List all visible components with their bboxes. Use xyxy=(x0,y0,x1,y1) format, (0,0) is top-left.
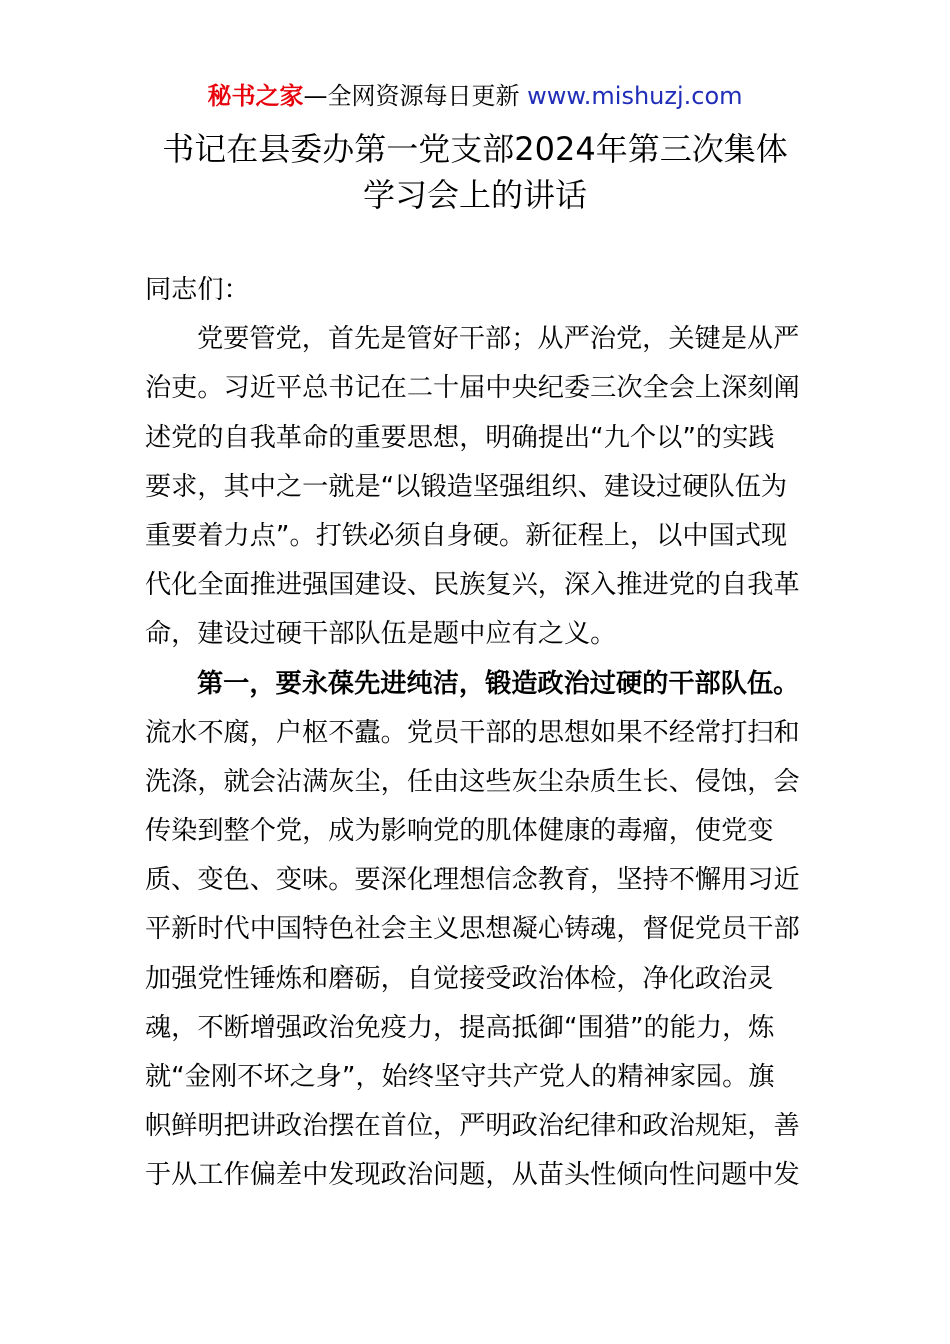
paragraph-line: 要求，其中之一就是“以锻造坚强组织、建设过硬队伍为 xyxy=(145,471,788,502)
paragraph-line: 于从工作偏差中发现政治问题，从苗头性倾向性问题中发 xyxy=(145,1160,800,1191)
paragraph-line: 党要管党，首先是管好干部；从严治党，关键是从严 xyxy=(197,324,800,355)
paragraph-line: 洗涤，就会沾满灰尘，任由这些灰尘杂质生长、侵蚀，会 xyxy=(145,766,800,797)
paragraph-line: 加强党性锤炼和磨砺，自觉接受政治体检，净化政治灵 xyxy=(145,963,774,994)
paragraph-line: 质、变色、变味。要深化理想信念教育，坚持不懈用习近 xyxy=(145,865,800,896)
paragraph-line: 述党的自我革命的重要思想，明确提出“九个以”的实践 xyxy=(145,422,775,453)
brand-name: 秘书之家 xyxy=(207,82,304,110)
paragraph-line: 帜鲜明把讲政治摆在首位，严明政治纪律和政治规矩，善 xyxy=(145,1111,800,1142)
paragraph-line: 重要着力点”。打铁必须自身硬。新征程上，以中国式现 xyxy=(145,520,788,551)
paragraph-line: 就“金刚不坏之身”，始终坚守共产党人的精神家园。旗 xyxy=(145,1062,775,1092)
paragraph-line: 平新时代中国特色社会主义思想凝心铸魂，督促党员干部 xyxy=(145,914,800,945)
paragraph-line: 魂，不断增强政治免疫力，提高抵御“围猎”的能力，炼 xyxy=(145,1012,775,1043)
paragraph-line: 流水不腐，户枢不蠹。党员干部的思想如果不经常打扫和 xyxy=(145,717,800,748)
salutation: 同志们： xyxy=(145,275,250,305)
site-header xyxy=(0,78,950,114)
title-line-2: 学习会上的讲话 xyxy=(362,176,587,214)
paragraph-line: 代化全面推进强国建设、民族复兴，深入推进党的自我革 xyxy=(145,570,800,601)
document-body xyxy=(145,266,807,1201)
paragraph-line: 命，建设过硬干部队伍是题中应有之义。 xyxy=(145,619,617,650)
paragraph-line: 传染到整个党，成为影响党的肌体健康的毒瘤，使党变 xyxy=(145,816,774,847)
title-line-1: 书记在县委办第一党支部2024年第三次集体 xyxy=(162,130,788,168)
document-title xyxy=(0,126,950,218)
site-url-link[interactable]: www.mishuzj.com xyxy=(527,82,743,110)
paragraph-line: 治吏。习近平总书记在二十届中央纪委三次全会上深刻阐 xyxy=(145,373,800,404)
section-heading-first: 第一，要永葆先进纯洁，锻造政治过硬的干部队伍。 xyxy=(197,668,800,699)
header-tagline: —全网资源每日更新 xyxy=(303,82,528,110)
